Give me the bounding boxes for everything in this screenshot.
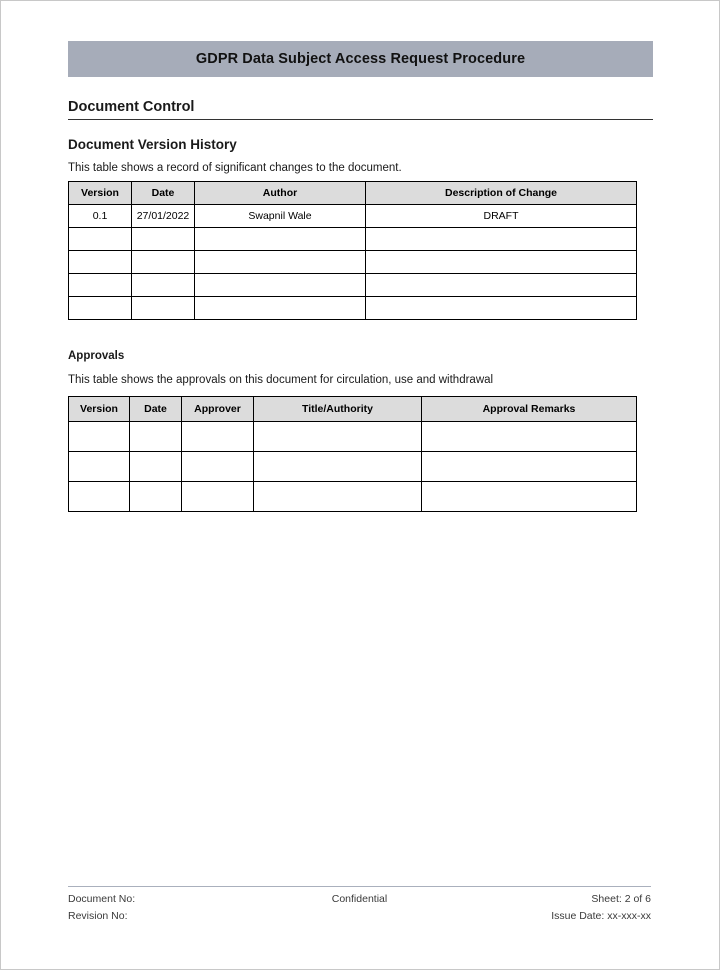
cell-approver	[182, 422, 254, 452]
cell-version	[69, 274, 132, 297]
column-header-date: Date	[132, 182, 195, 205]
footer-confidential: Confidential	[331, 893, 388, 905]
cell-description	[366, 297, 637, 320]
cell-version	[69, 422, 130, 452]
cell-date	[132, 274, 195, 297]
cell-date	[132, 297, 195, 320]
column-header-version: Version	[69, 182, 132, 205]
column-header-author: Author	[195, 182, 366, 205]
footer-revision-no: Revision No:	[68, 910, 128, 922]
column-header-approver: Approver	[182, 397, 254, 422]
page-title: GDPR Data Subject Access Request Procedure	[195, 51, 526, 67]
page-footer	[68, 886, 651, 927]
cell-version	[69, 251, 132, 274]
table-row	[69, 297, 637, 320]
document-control-heading: Document Control	[68, 99, 653, 120]
approvals-intro: This table shows the approvals on this document for circulation, use and withdrawal	[68, 374, 494, 386]
version-history-table	[68, 181, 637, 320]
cell-approval-remarks	[422, 422, 637, 452]
document-title-banner	[68, 41, 653, 77]
approvals-heading: Approvals	[68, 350, 125, 362]
table-header-row	[69, 182, 637, 205]
footer-row-top	[68, 893, 651, 910]
cell-author	[195, 274, 366, 297]
cell-title-authority	[254, 422, 422, 452]
table-row	[69, 274, 637, 297]
column-header-date: Date	[130, 397, 182, 422]
cell-version	[69, 452, 130, 482]
cell-author: Swapnil Wale	[195, 205, 366, 228]
cell-date	[130, 482, 182, 512]
cell-description	[366, 228, 637, 251]
footer-row-bottom	[68, 910, 651, 927]
cell-title-authority	[254, 452, 422, 482]
cell-title-authority	[254, 482, 422, 512]
cell-approval-remarks	[422, 482, 637, 512]
cell-author	[195, 251, 366, 274]
cell-version	[69, 228, 132, 251]
table-header-row	[69, 397, 637, 422]
table-row	[69, 251, 637, 274]
cell-author	[195, 297, 366, 320]
cell-description	[366, 274, 637, 297]
cell-approval-remarks	[422, 452, 637, 482]
table-row	[69, 452, 637, 482]
cell-version	[69, 297, 132, 320]
table-row	[69, 482, 637, 512]
table-row	[69, 205, 637, 228]
footer-issue-date: Issue Date: xx-xxx-xx	[551, 910, 651, 922]
cell-date	[130, 422, 182, 452]
approvals-table	[68, 396, 637, 512]
version-history-intro: This table shows a record of significant changes to the document.	[68, 162, 402, 174]
cell-date	[132, 228, 195, 251]
column-header-description: Description of Change	[366, 182, 637, 205]
cell-description: DRAFT	[366, 205, 637, 228]
table-row	[69, 228, 637, 251]
cell-description	[366, 251, 637, 274]
column-header-approval-remarks: Approval Remarks	[422, 397, 637, 422]
page-content	[68, 1, 653, 512]
column-header-version: Version	[69, 397, 130, 422]
cell-date	[132, 251, 195, 274]
footer-document-no: Document No:	[68, 893, 136, 905]
cell-approver	[182, 452, 254, 482]
cell-author	[195, 228, 366, 251]
cell-date	[130, 452, 182, 482]
cell-version: 0.1	[69, 205, 132, 228]
cell-approver	[182, 482, 254, 512]
table-row	[69, 422, 637, 452]
cell-version	[69, 482, 130, 512]
version-history-heading: Document Version History	[68, 137, 237, 152]
footer-sheet-number: Sheet: 2 of 6	[591, 893, 651, 905]
cell-date: 27/01/2022	[132, 205, 195, 228]
column-header-title-authority: Title/Authority	[254, 397, 422, 422]
